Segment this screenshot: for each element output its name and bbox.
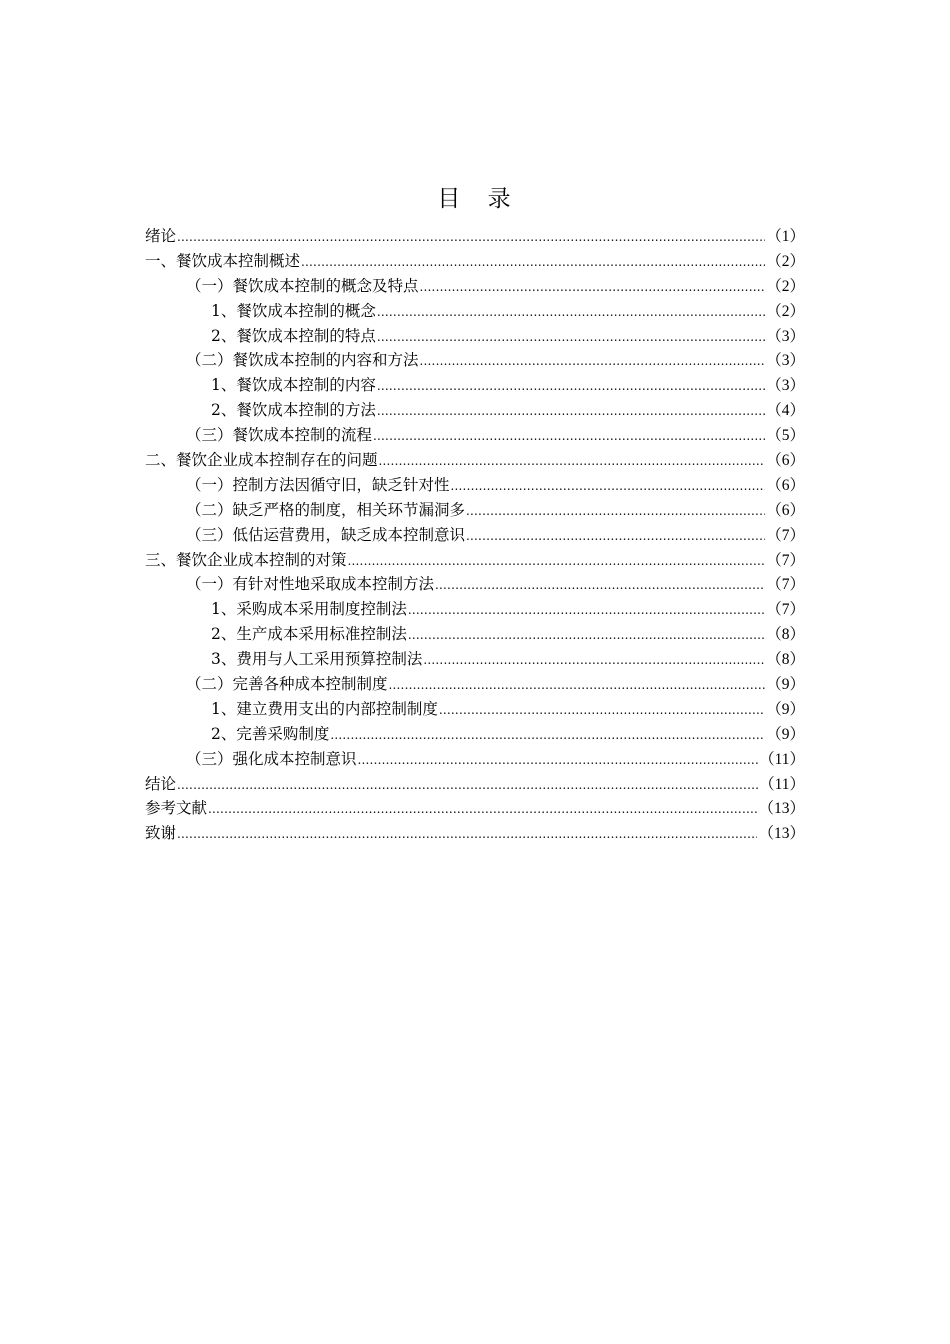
toc-leader-dots <box>389 673 766 698</box>
toc-entry[interactable] <box>145 572 805 597</box>
toc-page-number: （7） <box>766 526 805 544</box>
toc-page-number: （11） <box>759 775 805 793</box>
toc-entry[interactable] <box>145 647 805 672</box>
toc-page-number: （8） <box>766 626 805 644</box>
toc-entry[interactable] <box>145 448 805 473</box>
toc-leader-dots <box>377 300 765 325</box>
toc-page-number: （2） <box>766 252 805 270</box>
toc-page-number: （13） <box>758 825 805 843</box>
toc-entry-label: 结论 <box>145 774 177 793</box>
toc-entry[interactable] <box>145 373 805 398</box>
toc-leader-dots <box>451 474 766 499</box>
toc-page-number: （4） <box>766 402 805 420</box>
toc-entry[interactable] <box>145 548 805 573</box>
toc-entry-label: （二）餐饮成本控制的内容和方法 <box>186 351 419 370</box>
toc-entry-label: （一）控制方法因循守旧，缺乏针对性 <box>186 475 450 494</box>
toc-entry[interactable] <box>145 299 805 324</box>
toc-entry-label: 三、餐饮企业成本控制的对策 <box>145 550 347 569</box>
toc-page-number: （6） <box>766 452 805 470</box>
toc-page-number: （2） <box>766 277 805 295</box>
toc-entry[interactable] <box>145 398 805 423</box>
toc-entry-label: （三）餐饮成本控制的流程 <box>186 426 373 445</box>
toc-entry-label: 1、建立费用支出的内部控制制度 <box>211 699 438 718</box>
toc-leader-dots <box>373 424 765 449</box>
toc-leader-dots <box>439 698 765 723</box>
toc-entry[interactable] <box>145 473 805 498</box>
toc-page-number: （7） <box>766 551 805 569</box>
toc-leader-dots <box>377 374 765 399</box>
toc-page-number: （9） <box>766 676 805 694</box>
toc-leader-dots <box>177 773 758 798</box>
toc-page-number: （9） <box>766 725 805 743</box>
toc-leader-dots <box>358 748 759 773</box>
toc-page-number: （1） <box>766 228 805 245</box>
toc-entry-label: 参考文献 <box>145 799 208 818</box>
toc-entry-label: 一、餐饮成本控制概述 <box>145 251 301 270</box>
toc-page-number: （6） <box>766 501 805 519</box>
toc-entry[interactable] <box>145 697 805 722</box>
toc-page-number: （5） <box>766 427 805 445</box>
toc-entry[interactable] <box>145 348 805 373</box>
toc-leader-dots <box>466 524 765 549</box>
toc-entry[interactable] <box>145 796 805 821</box>
toc-leader-dots <box>377 325 765 350</box>
toc-page-number: （2） <box>766 302 805 320</box>
toc-entry-label: 1、餐饮成本控制的概念 <box>211 301 376 320</box>
toc-entry-label: 2、餐饮成本控制的方法 <box>211 401 376 420</box>
toc-leader-dots <box>301 250 765 275</box>
toc-page-number: （3） <box>766 377 805 395</box>
toc-page-number: （3） <box>766 352 805 370</box>
toc-leader-dots <box>420 275 766 300</box>
toc-page-number: （13） <box>758 800 805 818</box>
toc-entry[interactable] <box>145 622 805 647</box>
toc-leader-dots <box>377 399 765 424</box>
toc-entry[interactable] <box>145 597 805 622</box>
toc-leader-dots <box>379 449 766 474</box>
toc-entry-label: （一）有针对性地采取成本控制方法 <box>186 575 435 594</box>
toc-entry-label: 1、餐饮成本控制的内容 <box>211 376 376 395</box>
toc-entry-label: 2、完善采购制度 <box>211 724 330 743</box>
toc-entry[interactable] <box>145 821 805 846</box>
toc-entry[interactable] <box>145 523 805 548</box>
toc-leader-dots <box>466 499 765 524</box>
toc-entry[interactable] <box>145 249 805 274</box>
toc-leader-dots <box>423 648 765 673</box>
toc-leader-dots <box>420 349 766 374</box>
toc-page-number: （7） <box>766 601 805 619</box>
toc-entry-label: 2、生产成本采用标准控制法 <box>211 625 407 644</box>
table-of-contents <box>145 224 805 846</box>
toc-entry[interactable] <box>145 274 805 299</box>
toc-entry[interactable] <box>145 324 805 349</box>
toc-entry[interactable] <box>145 423 805 448</box>
toc-entry[interactable] <box>145 672 805 697</box>
toc-page-number: （8） <box>766 651 805 669</box>
toc-leader-dots <box>348 549 766 574</box>
toc-entry-label: （二）缺乏严格的制度，相关环节漏洞多 <box>186 500 466 519</box>
toc-entry[interactable] <box>145 722 805 747</box>
toc-entry[interactable] <box>145 224 805 249</box>
toc-entry-label: 1、采购成本采用制度控制法 <box>211 600 407 619</box>
toc-entry-label: （一）餐饮成本控制的概念及特点 <box>186 276 419 295</box>
toc-entry[interactable] <box>145 498 805 523</box>
toc-leader-dots <box>177 822 757 847</box>
toc-entry-label: （三）强化成本控制意识 <box>186 749 357 768</box>
toc-entry-label: 致谢 <box>145 824 177 843</box>
toc-page-number: （3） <box>766 327 805 345</box>
toc-entry-label: （二）完善各种成本控制制度 <box>186 675 388 694</box>
toc-leader-dots <box>435 573 765 598</box>
toc-page-number: （9） <box>766 700 805 718</box>
toc-entry[interactable] <box>145 772 805 797</box>
toc-entry-label: 二、餐饮企业成本控制存在的问题 <box>145 451 378 470</box>
toc-entry-label: 绪论 <box>145 227 177 245</box>
toc-entry-label: 2、餐饮成本控制的特点 <box>211 326 376 345</box>
toc-leader-dots <box>408 623 765 648</box>
toc-entry[interactable] <box>145 747 805 772</box>
toc-entry-label: 3、费用与人工采用预算控制法 <box>211 650 423 669</box>
toc-page-number: （7） <box>766 576 805 594</box>
toc-leader-dots <box>330 723 765 748</box>
toc-entry-label: （三）低估运营费用，缺乏成本控制意识 <box>186 525 466 544</box>
toc-leader-dots <box>177 225 765 250</box>
toc-leader-dots <box>208 797 757 822</box>
toc-page-number: （11） <box>759 750 805 768</box>
toc-leader-dots <box>408 598 765 623</box>
toc-title: 目 录 <box>437 186 521 212</box>
toc-page-number: （6） <box>766 476 805 494</box>
